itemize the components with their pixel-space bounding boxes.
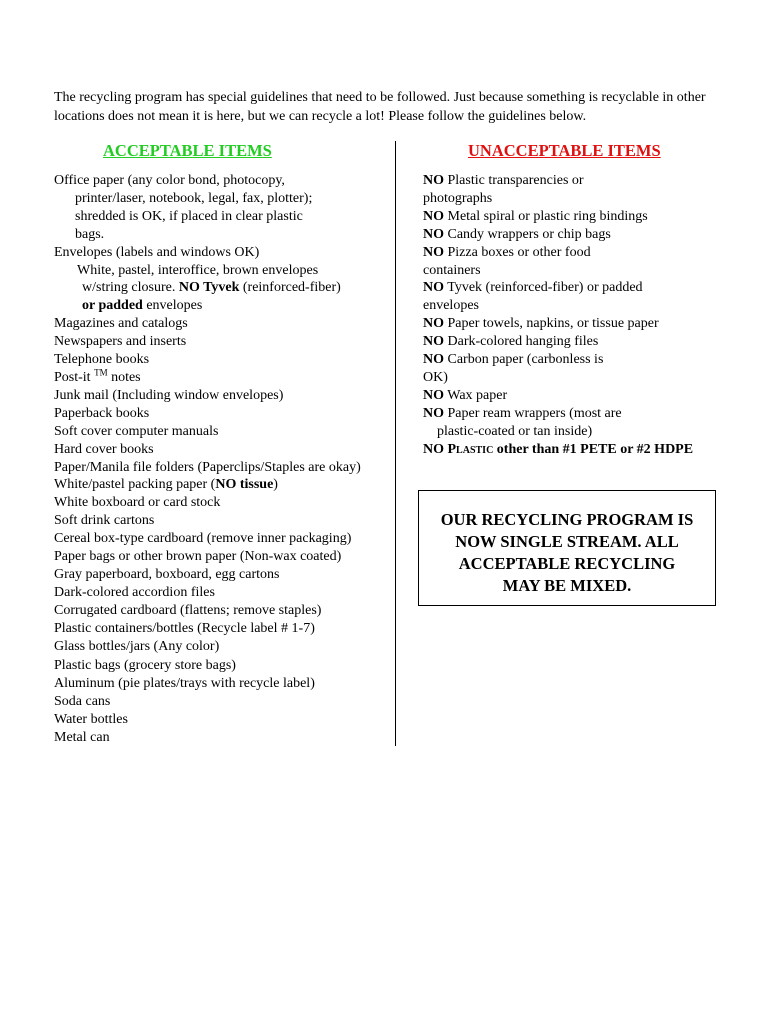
list-item: White/pastel packing paper (NO tissue): [54, 477, 278, 493]
list-item: shredded is OK, if placed in clear plastic: [75, 208, 303, 224]
list-item: Paper bags or other brown paper (Non-wax coated): [54, 549, 342, 565]
list-item: NO Paper towels, napkins, or tissue paper: [423, 316, 659, 332]
list-item: Plastic bags (grocery store bags): [54, 658, 236, 674]
list-item: Paperback books: [54, 405, 150, 421]
single-stream-notice-box: [418, 490, 716, 606]
list-item: envelopes: [423, 298, 479, 314]
unacceptable-items-heading: UNACCEPTABLE ITEMS: [468, 141, 661, 160]
list-item: Office paper (any color bond, photocopy,: [54, 173, 285, 188]
list-item: bags.: [75, 226, 105, 242]
list-item: printer/laser, notebook, legal, fax, plotter);: [75, 190, 313, 206]
list-item: or padded envelopes: [82, 298, 203, 314]
list-item: Plastic containers/bottles (Recycle label # 1-7): [54, 620, 315, 636]
list-item: NO Paper ream wrappers (most are: [423, 405, 622, 421]
list-item: NO Metal spiral or plastic ring bindings: [423, 208, 648, 224]
list-item: NO Wax paper: [423, 387, 508, 403]
list-item: Soft cover computer manuals: [54, 423, 219, 439]
list-item: Paper/Manila file folders (Paperclips/Staples are okay): [54, 459, 361, 475]
list-item: White, pastel, interoffice, brown envelopes: [77, 262, 319, 278]
list-item: containers: [423, 262, 481, 278]
list-item: Water bottles: [54, 712, 128, 728]
list-item: Telephone books: [54, 352, 150, 368]
list-item: Junk mail (Including window envelopes): [54, 387, 284, 403]
list-item: Dark-colored accordion files: [54, 584, 215, 600]
list-item: NO Plastic transparencies or: [423, 173, 584, 188]
list-item: NO Tyvek (reinforced-fiber) or padded: [423, 280, 643, 296]
list-item: NO Plastic other than #1 PETE or #2 HDPE: [423, 441, 694, 457]
list-item: Metal can: [54, 730, 110, 746]
acceptable-items-list: [54, 172, 389, 747]
list-item: Envelopes (labels and windows OK): [54, 244, 260, 260]
list-item: plastic-coated or tan inside): [437, 423, 593, 439]
list-item: Corrugated cardboard (flattens; remove staples): [54, 602, 322, 618]
notice-line: MAY BE MIXED.: [502, 576, 632, 595]
list-item: Magazines and catalogs: [54, 316, 188, 332]
trademark-symbol: TM: [94, 367, 108, 378]
list-item: NO Carbon paper (carbonless is: [423, 352, 604, 368]
list-item: Soda cans: [54, 694, 111, 710]
list-item: Soft drink cartons: [54, 513, 155, 529]
unacceptable-items-list: [423, 172, 733, 459]
column-divider: [395, 141, 396, 746]
list-item: Gray paperboard, boxboard, egg cartons: [54, 566, 280, 582]
list-item: Glass bottles/jars (Any color): [54, 638, 220, 654]
list-item: White boxboard or card stock: [54, 495, 221, 511]
list-item: OK): [423, 369, 448, 385]
notice-line: ACCEPTABLE RECYCLING: [458, 554, 676, 573]
list-item: NO Pizza boxes or other food: [423, 244, 591, 260]
acceptable-items-heading: ACCEPTABLE ITEMS: [103, 141, 272, 160]
list-item: NO Candy wrappers or chip bags: [423, 226, 611, 242]
notice-line: NOW SINGLE STREAM. ALL: [455, 532, 679, 551]
list-item: photographs: [423, 190, 493, 206]
list-item: Cereal box-type cardboard (remove inner packaging): [54, 531, 352, 547]
list-item: Newspapers and inserts: [54, 334, 187, 350]
list-item: Post-it ™ notes: [54, 367, 141, 385]
list-item: NO Dark-colored hanging files: [423, 334, 599, 350]
list-item: Hard cover books: [54, 441, 154, 457]
intro-paragraph: The recycling program has special guidelines that need to be followed. Just because something is recyclable in other locations does not mean it is here, but we can recycle a lot! Please follow the guidelines below.: [54, 90, 706, 124]
list-item: w/string closure. NO Tyvek (reinforced-fiber): [82, 280, 341, 296]
list-item: Aluminum (pie plates/trays with recycle label): [54, 676, 315, 692]
notice-line: OUR RECYCLING PROGRAM IS: [440, 510, 694, 529]
